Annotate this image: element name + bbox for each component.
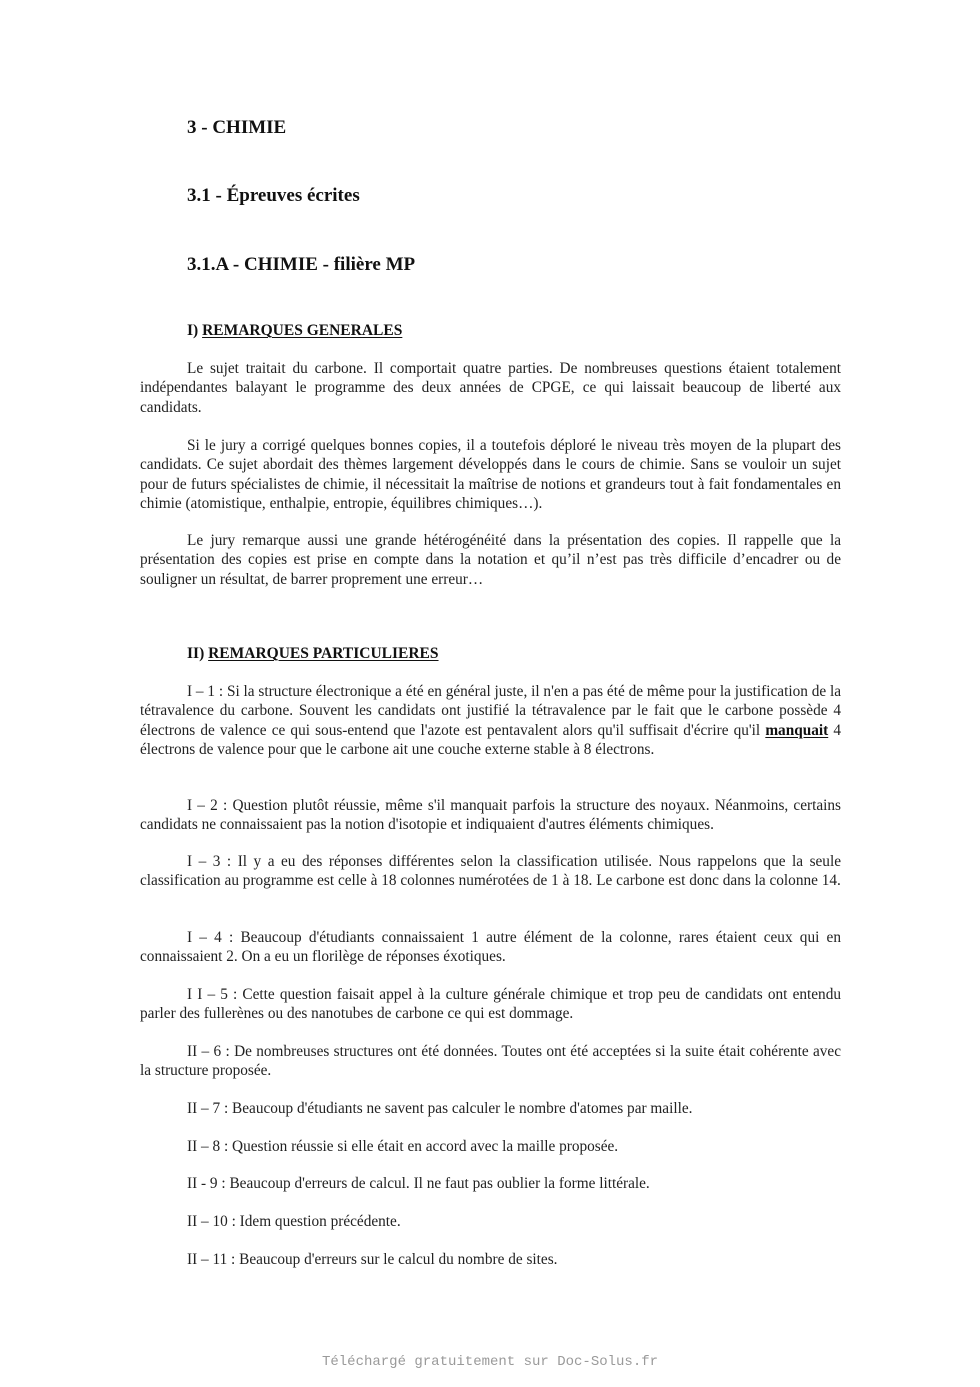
heading-chimie: 3 - CHIMIE bbox=[187, 117, 287, 138]
paragraph: Le jury remarque aussi une grande hétérogénéité dans la présentation des copies. Il rappelle que la présentation des copies est prise en compte dans la notation et qu’il n’est pas très difficile d’encadrer ou de souligner un résultat, de barrer proprement une erreur… bbox=[140, 532, 841, 588]
remark-item: II – 8 : Question réussie si elle était en accord avec la maille proposée. bbox=[187, 1138, 619, 1155]
section-number: I) bbox=[187, 322, 203, 339]
section-heading-remarques-particulieres bbox=[187, 645, 439, 663]
heading-epreuves-ecrites: 3.1 - Épreuves écrites bbox=[187, 185, 360, 206]
remark-item: I I – 5 : Cette question faisait appel à la culture générale chimique et trop peu de candidats ont entendu parler des fullerènes ou des nanotubes de carbone ce qui est dommage. bbox=[140, 986, 841, 1023]
remark-item: I – 3 : Il y a eu des réponses différentes selon la classification utilisée. Nous rappelons que la seule classification au programme est celle à 18 colonnes numérotées de 1 à 18. Le carbone est donc dans la colonne 14. bbox=[140, 853, 841, 890]
remark-item: I – 2 : Question plutôt réussie, même s'il manquait parfois la structure des noyaux. Néanmoins, certains candidats ne connaissaient pas la notion d'isotopie et indiquaient d'autres éléments chimiques. bbox=[140, 797, 841, 834]
section-heading-remarques-generales bbox=[187, 322, 402, 340]
remark-text: I – 1 : Si la structure électronique a été en général juste, il n'en a pas été de même pour la justification de la tétravalence du carbone. Souvent les candidats ont justifié la tétravalence par le fait que le carbone possède 4 électrons de valence ce qui sous-entend que l'azote est pentavalent alors qu'il suffisait d'écrire qu'il bbox=[140, 683, 841, 739]
section-title: REMARQUES GENERALES bbox=[202, 322, 403, 339]
paragraph: Le sujet traitait du carbone. Il comportait quatre parties. De nombreuses questions étaient totalement indépendantes balayant le programme des deux années de CPGE, ce qui laissait beaucoup de liberté aux candidats. bbox=[140, 360, 841, 416]
remark-item: II – 6 : De nombreuses structures ont été données. Toutes ont été acceptées si la suite était cohérente avec la structure proposée. bbox=[140, 1043, 841, 1080]
remark-item: II - 9 : Beaucoup d'erreurs de calcul. Il ne faut pas oublier la forme littérale. bbox=[187, 1175, 650, 1192]
section-number: II) bbox=[187, 645, 209, 662]
heading-chimie-mp: 3.1.A - CHIMIE - filière MP bbox=[187, 254, 416, 275]
section-title: REMARQUES PARTICULIERES bbox=[208, 645, 439, 662]
remark-item bbox=[140, 682, 841, 759]
remark-item: II – 10 : Idem question précédente. bbox=[187, 1213, 401, 1230]
remark-item: I – 4 : Beaucoup d'étudiants connaissaient 1 autre élément de la colonne, rares étaient ceux qui en connaissaient 2. On a eu un florilège de réponses éxotiques. bbox=[140, 929, 841, 966]
download-footer: Téléchargé gratuitement sur Doc-Solus.fr bbox=[321, 1354, 659, 1370]
remark-text: 4 électrons de valence pour que le carbone ait une couche externe stable à 8 électrons. bbox=[140, 721, 841, 758]
emphasized-word: manquait bbox=[765, 721, 829, 739]
remark-item: II – 7 : Beaucoup d'étudiants ne savent pas calculer le nombre d'atomes par maille. bbox=[187, 1100, 693, 1117]
remark-item: II – 11 : Beaucoup d'erreurs sur le calcul du nombre de sites. bbox=[187, 1251, 558, 1268]
paragraph: Si le jury a corrigé quelques bonnes copies, il a toutefois déploré le niveau très moyen de la plupart des candidats. Ce sujet abordait des thèmes largement développés dans le cours de chimie. Sans se vouloir un sujet pour de futurs spécialistes de chimie, il nécessitait la maîtrise de notions et grandeurs tout à fait fondamentales en chimie (atomistique, enthalpie, entropie, équilibres chimiques…). bbox=[140, 437, 841, 512]
